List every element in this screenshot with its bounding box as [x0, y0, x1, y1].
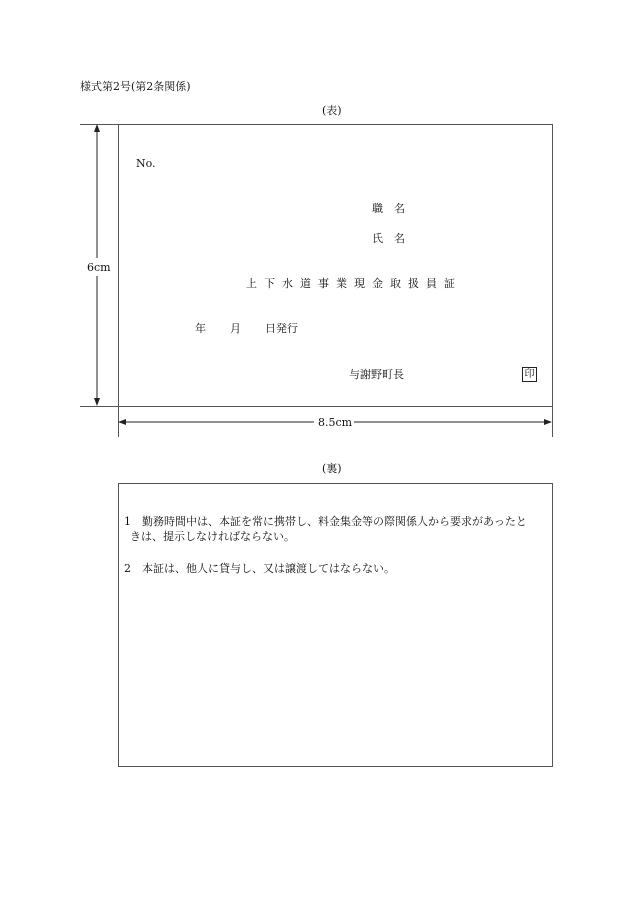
- width-dimension-label: 8.5cm: [318, 416, 353, 429]
- front-side-label: (表): [322, 104, 342, 117]
- issue-month-label: 月: [230, 322, 241, 335]
- back-item-1-line2: きは、提示しなければならない。: [130, 530, 295, 543]
- position-label: 職 名: [372, 202, 405, 215]
- issue-day-label: 日発行: [265, 322, 298, 335]
- issuer-label: 与謝野町長: [349, 368, 404, 381]
- back-item-2-number: 2: [124, 562, 131, 575]
- card-title: 上下水道事業現金取扱員証: [246, 277, 462, 290]
- issue-year-label: 年: [195, 322, 206, 335]
- back-side-label: (裏): [322, 462, 342, 475]
- card-number-label: No.: [136, 157, 156, 170]
- name-label: 氏 名: [372, 232, 405, 245]
- back-item-2-line1: 本証は、他人に貸与し、又は譲渡してはならない。: [142, 562, 395, 575]
- back-item-1-number: 1: [124, 515, 131, 528]
- height-dimension-label: 6cm: [87, 261, 111, 274]
- back-item-1-line1: 勤務時間中は、本証を常に携帯し、料金集金等の際関係人から要求があったと: [142, 515, 527, 528]
- seal-mark: 印: [522, 367, 537, 382]
- form-number-header: 様式第2号(第2条関係): [80, 80, 191, 93]
